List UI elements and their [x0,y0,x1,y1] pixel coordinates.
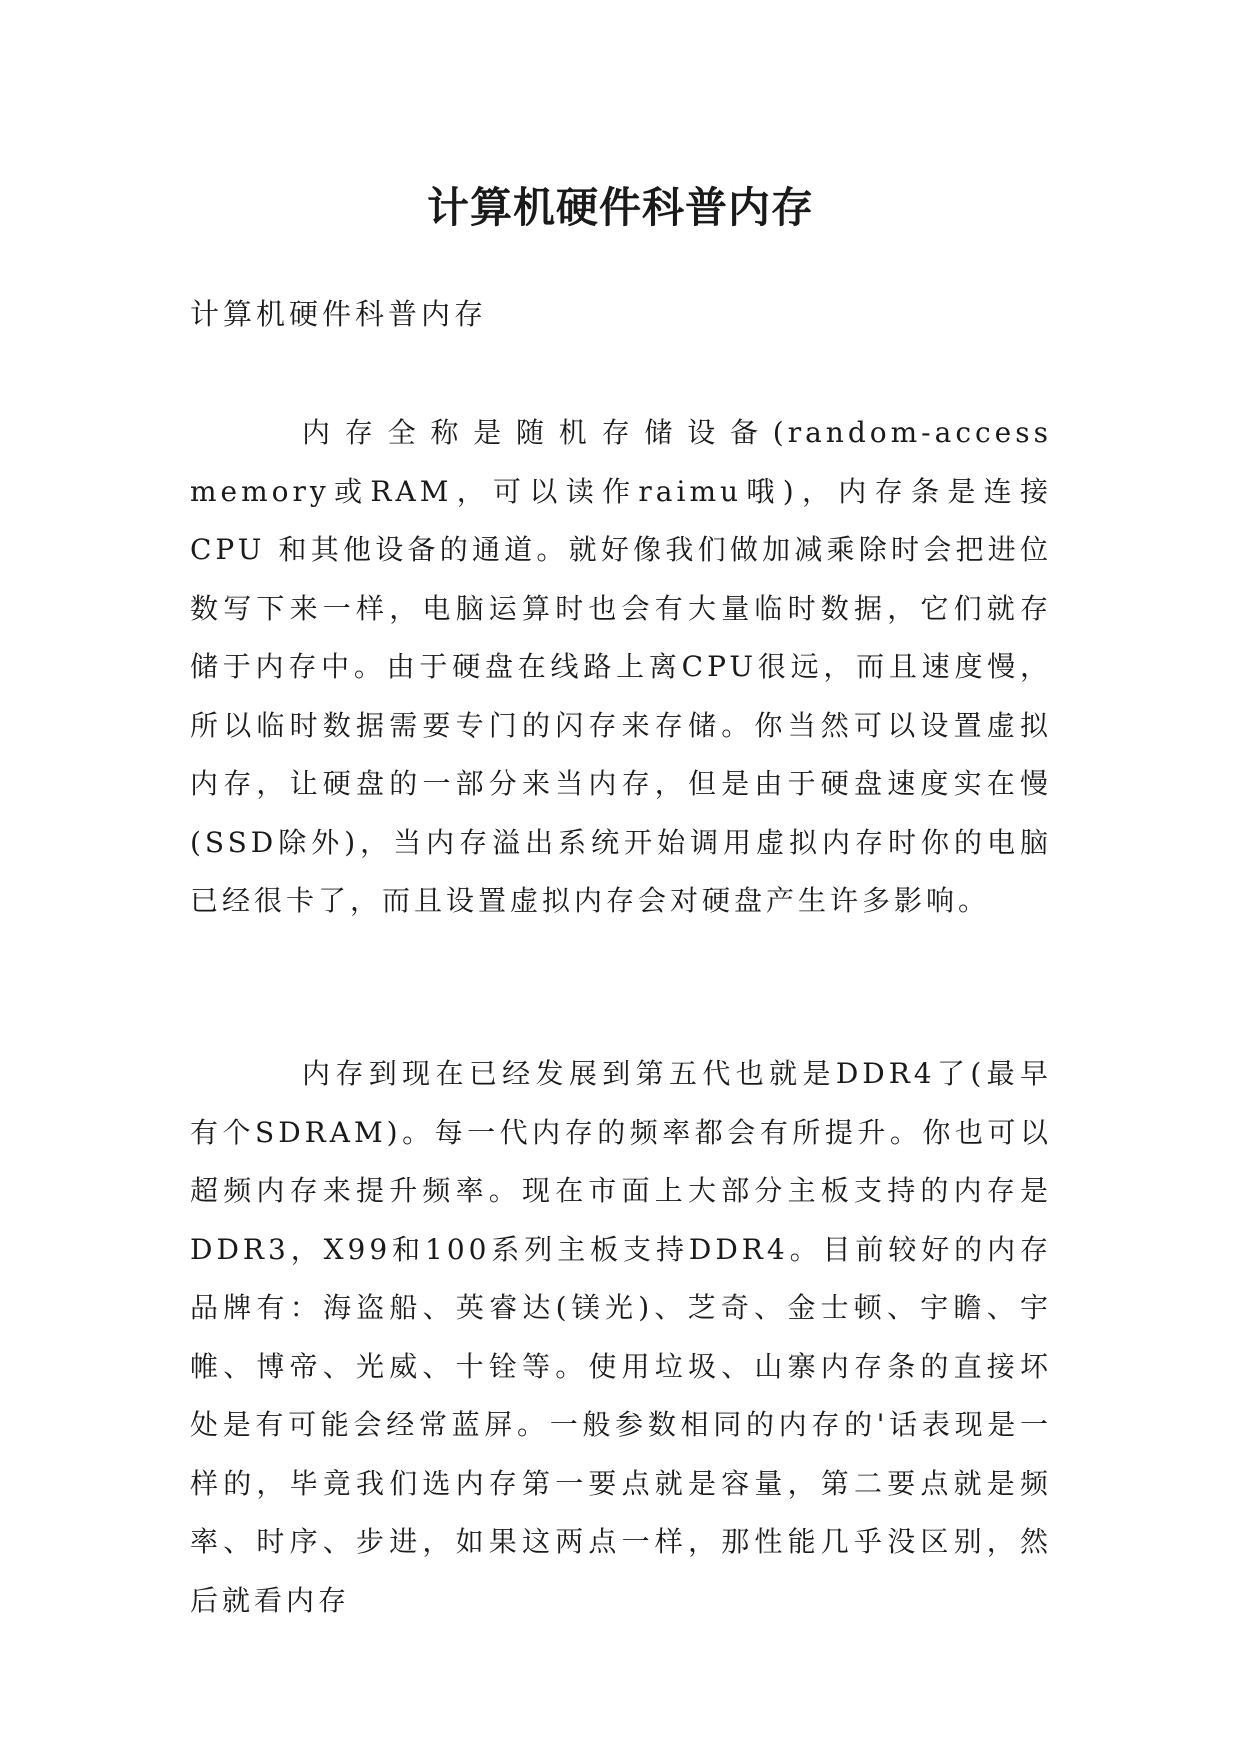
paragraph-memory-generations: 内存到现在已经发展到第五代也就是DDR4了(最早有个SDRAM)。每一代内存的频率都会有所提升。你也可以超频内存来提升频率。现在市面上大部分主板支持的内存是DDR3，X99和100系列主板支持DDR4。目前较好的内存品牌有：海盗船、英睿达(镁光)、芝奇、金士顿、宇瞻、宇帷、博帝、光威、十铨等。使用垃圾、山寨内存条的直接坏处是有可能会经常蓝屏。一般参数相同的内存的'话表现是一样的，毕竟我们选内存第一要点就是容量，第二要点就是频率、时序、步进，如果这两点一样，那性能几乎没区别，然后就看内存 [190,1057,1052,1617]
document-title: 计算机硬件科普内存 [426,183,814,233]
document-subtitle: 计算机硬件科普内存 [190,297,488,331]
paragraph-memory-definition: 内存全称是随机存储设备(random-access memory或RAM，可以读作raimu哦)，内存条是连接CPU 和其他设备的通道。就好像我们做加减乘除时会把进位数写下来一样，电脑运算时也会有大量临时数据，它们就存储于内存中。由于硬盘在线路上离CPU很远，而且速度慢，所以临时数据需要专门的闪存来存储。你当然可以设置虚拟内存，让硬盘的一部分来当内存，但是由于硬盘速度实在慢(SSD除外)，当内存溢出系统开始调用虚拟内存时你的电脑已经很卡了，而且设置虚拟内存会对硬盘产生许多影响。 [190,416,1052,917]
